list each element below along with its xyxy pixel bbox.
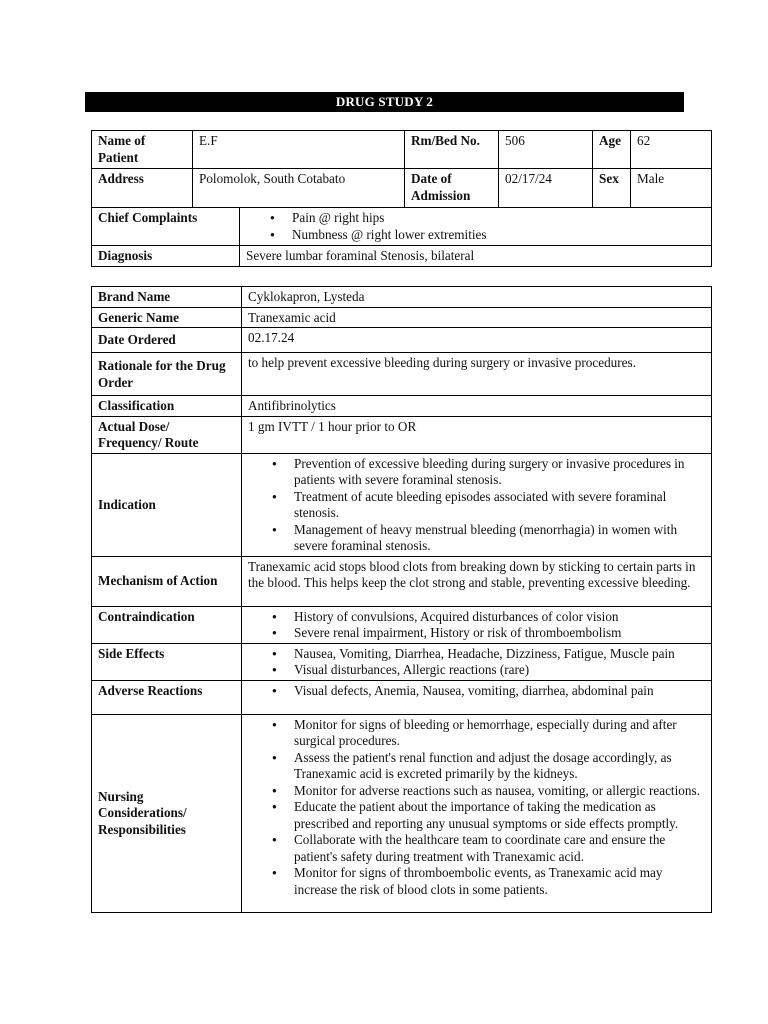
list-item: ● Treatment of acute bleeding episodes associated with severe foraminal stenosis. xyxy=(294,489,705,522)
list-item: ● Severe renal impairment, History or risk of thromboembolism xyxy=(294,625,705,642)
drug-study-table xyxy=(91,286,712,913)
date-ordered-label: Date Ordered xyxy=(92,328,242,353)
classification-label: Classification xyxy=(92,396,242,417)
nursing-considerations-list xyxy=(248,717,705,899)
sex-label: Sex xyxy=(593,169,631,208)
list-item: ● Monitor for adverse reactions such as nausea, vomiting, or allergic reactions. xyxy=(294,783,705,800)
adverse-reactions-list xyxy=(248,683,705,700)
room-bed-value: 506 xyxy=(499,131,593,169)
generic-name-label: Generic Name xyxy=(92,307,242,328)
list-item: ● Educate the patient about the importance of taking the medication as prescribed and reporting any unusual symptoms or side effects promptly. xyxy=(294,799,705,832)
list-item: ● Numbness @ right lower extremities xyxy=(292,227,705,244)
dose-frequency-route-label: Actual Dose/ Frequency/ Route xyxy=(92,416,242,453)
diagnosis-label: Diagnosis xyxy=(92,246,240,267)
list-item: ● Pain @ right hips xyxy=(292,210,705,227)
list-item: ● Nausea, Vomiting, Diarrhea, Headache, Dizziness, Fatigue, Muscle pain xyxy=(294,646,705,663)
list-item: ● Management of heavy menstrual bleeding (menorrhagia) in women with severe foraminal stenosis. xyxy=(294,522,705,555)
admission-date-label: Date of Admission xyxy=(405,169,499,208)
brand-name-label: Brand Name xyxy=(92,287,242,308)
adverse-reactions-value xyxy=(242,680,712,714)
mechanism-of-action-label: Mechanism of Action xyxy=(92,556,242,606)
nursing-considerations-label: Nursing Considerations/ Responsibilities xyxy=(92,714,242,912)
list-item: ● Visual disturbances, Allergic reactions (rare) xyxy=(294,662,705,679)
indication-value xyxy=(242,453,712,556)
age-label: Age xyxy=(593,131,631,169)
side-effects-label: Side Effects xyxy=(92,643,242,680)
age-value: 62 xyxy=(631,131,712,169)
list-item: ● Collaborate with the healthcare team to coordinate care and ensure the patient's safety during treatment with Tranexamic acid. xyxy=(294,832,705,865)
rationale-value: to help prevent excessive bleeding during surgery or invasive procedures. xyxy=(242,353,712,396)
brand-name-value: Cyklokapron, Lysteda xyxy=(242,287,712,308)
dose-frequency-route-value: 1 gm IVTT / 1 hour prior to OR xyxy=(242,416,712,453)
diagnosis-value: Severe lumbar foraminal Stenosis, bilateral xyxy=(240,246,712,267)
contraindication-list xyxy=(248,609,705,642)
address-label: Address xyxy=(92,169,193,208)
document-title: DRUG STUDY 2 xyxy=(85,92,684,112)
patient-name-label: Name of Patient xyxy=(92,131,193,169)
chief-complaints-value xyxy=(240,208,712,246)
date-ordered-value: 02.17.24 xyxy=(242,328,712,353)
list-item: ● Monitor for signs of bleeding or hemorrhage, especially during and after surgical procedures. xyxy=(294,717,705,750)
room-bed-label: Rm/Bed No. xyxy=(405,131,499,169)
mechanism-of-action-value: Tranexamic acid stops blood clots from breaking down by sticking to certain parts in the blood. This helps keep the clot strong and stable, preventing excessive bleeding. xyxy=(242,556,712,606)
address-value: Polomolok, South Cotabato xyxy=(193,169,405,208)
chief-complaints-list xyxy=(246,210,705,243)
patient-name-value: E.F xyxy=(193,131,405,169)
generic-name-value: Tranexamic acid xyxy=(242,307,712,328)
list-item: ● Prevention of excessive bleeding during surgery or invasive procedures in patients with severe foraminal stenosis. xyxy=(294,456,705,489)
admission-date-value: 02/17/24 xyxy=(499,169,593,208)
adverse-reactions-label: Adverse Reactions xyxy=(92,680,242,714)
list-item: ● Visual defects, Anemia, Nausea, vomiting, diarrhea, abdominal pain xyxy=(294,683,705,700)
chief-complaints-label: Chief Complaints xyxy=(92,208,240,246)
contraindication-label: Contraindication xyxy=(92,606,242,643)
list-item: ● Monitor for signs of thromboembolic events, as Tranexamic acid may increase the risk of blood clots in some patients. xyxy=(294,865,705,898)
nursing-considerations-value xyxy=(242,714,712,912)
rationale-label: Rationale for the Drug Order xyxy=(92,353,242,396)
list-item: ● Assess the patient's renal function and adjust the dosage accordingly, as Tranexamic acid is excreted primarily by the kidneys. xyxy=(294,750,705,783)
sex-value: Male xyxy=(631,169,712,208)
list-item: ● History of convulsions, Acquired disturbances of color vision xyxy=(294,609,705,626)
indication-list xyxy=(248,456,705,555)
indication-label: Indication xyxy=(92,453,242,556)
side-effects-value xyxy=(242,643,712,680)
contraindication-value xyxy=(242,606,712,643)
side-effects-list xyxy=(248,646,705,679)
classification-value: Antifibrinolytics xyxy=(242,396,712,417)
patient-info-table xyxy=(91,130,712,267)
